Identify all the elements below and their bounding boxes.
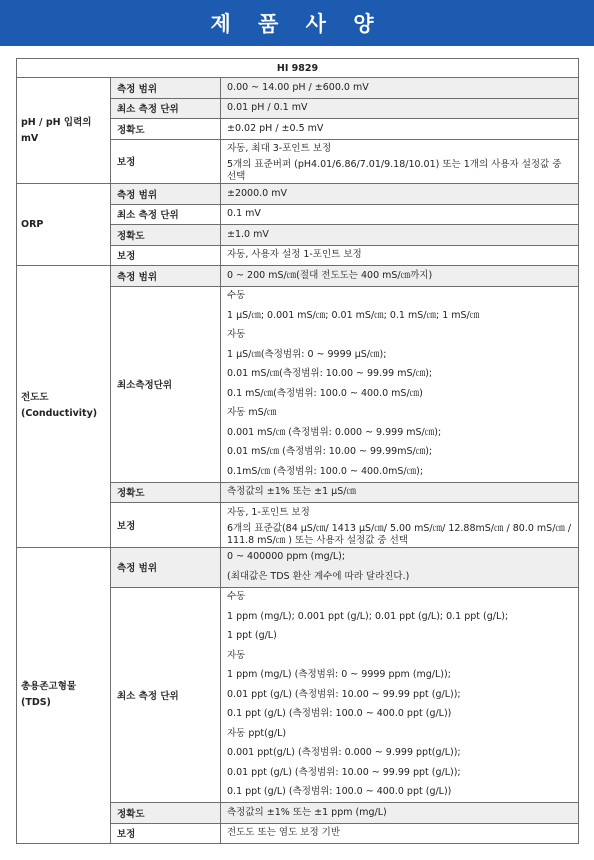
spec-value-line: 0.001 ppt(g/L) (측정범위: 0.000 ~ 9.999 ppt(g/L)); [227, 747, 461, 759]
spec-value [221, 587, 579, 803]
model-header: HI 9829 [17, 59, 579, 78]
spec-value [221, 823, 579, 844]
spec-value-line: 자동, 1-포인트 보정 [227, 506, 310, 518]
spec-value-line: 자동, 최대 3-포인트 보정 [227, 143, 332, 155]
category-cell [17, 266, 111, 548]
spec-label: 측정 범위 [111, 184, 221, 205]
spec-value [221, 245, 579, 266]
table-row [17, 266, 579, 287]
spec-value-line: ±1.0 mV [227, 228, 269, 240]
category-cell [17, 184, 111, 266]
spec-value-line: 자동 ppt(g/L) [227, 727, 287, 739]
spec-value [221, 266, 579, 287]
spec-value-line: 수동 [227, 290, 246, 302]
category-label: (Conductivity) [21, 408, 98, 420]
page-banner [0, 0, 594, 46]
spec-label: 보정 [111, 503, 221, 548]
category-label: (TDS) [21, 697, 51, 709]
spec-value-line: 0.1 ppt (g/L) (측정범위: 100.0 ~ 400.0 ppt (g/L)) [227, 708, 452, 720]
spec-label: 정확도 [111, 225, 221, 246]
category-label: 전도도 [21, 392, 49, 404]
category-cell [17, 547, 111, 844]
spec-value [221, 482, 579, 503]
spec-label: 보정 [111, 823, 221, 844]
spec-value-line: 1 μS/㎝(측정범위: 0 ~ 9999 μS/㎝); [227, 348, 387, 360]
spec-value-line: 자동, 사용자 설정 1-포인트 보정 [227, 249, 362, 261]
spec-label: 보정 [111, 139, 221, 184]
spec-value [221, 803, 579, 824]
spec-value-line: 6개의 표준값(84 μS/㎝/ 1413 μS/㎝/ 5.00 mS/㎝/ 12.88mS/㎝ / 80.0 mS/㎝ / 111.8 mS/㎝ ) 또는 사용자 설정값 중 선택 [227, 522, 572, 546]
spec-value-line: ±0.02 pH / ±0.5 mV [227, 122, 324, 134]
spec-value [221, 98, 579, 119]
banner-title: 제 품 사 양 [210, 12, 384, 36]
spec-label: 보정 [111, 245, 221, 266]
table-header-row [17, 59, 579, 78]
spec-value-line: 0.1 ppt (g/L) (측정범위: 100.0 ~ 400.0 ppt (g/L)) [227, 786, 452, 798]
spec-label: 최소 측정 단위 [111, 587, 221, 803]
table-row [17, 78, 579, 99]
spec-value-line: 5개의 표준버퍼 (pH4.01/6.86/7.01/9.18/10.01) 또는 1개의 사용자 설정값 중 선택 [227, 159, 562, 182]
spec-table [16, 58, 579, 844]
spec-value-line: ±2000.0 mV [227, 187, 287, 199]
spec-value [221, 225, 579, 246]
spec-value-line: 0.01 mS/㎝ (측정범위: 10.00 ~ 99.99mS/㎝); [227, 446, 433, 458]
spec-label: 정확도 [111, 803, 221, 824]
spec-label: 측정 범위 [111, 547, 221, 587]
category-label: ORP [21, 218, 44, 230]
spec-value [221, 78, 579, 99]
spec-label: 정확도 [111, 482, 221, 503]
spec-value-line: 0.01 ppt (g/L) (측정범위: 10.00 ~ 99.99 ppt (g/L)); [227, 688, 461, 700]
spec-value-line: 자동 mS/㎝ [227, 407, 277, 419]
spec-value-line: 0.1 mS/㎝(측정범위: 100.0 ~ 400.0 mS/㎝) [227, 387, 423, 399]
spec-value-line: 수동 [227, 591, 246, 603]
spec-value [221, 204, 579, 225]
spec-value-line: 전도도 또는 염도 보정 기반 [227, 827, 341, 839]
spec-value [221, 139, 579, 184]
table-row [17, 547, 579, 587]
spec-value-line: 0 ~ 400000 ppm (mg/L); [227, 551, 346, 563]
spec-table-body [17, 59, 579, 844]
spec-value-line: 0.01 mS/㎝(측정범위: 10.00 ~ 99.99 mS/㎝); [227, 368, 433, 380]
spec-value [221, 184, 579, 205]
spec-label: 측정 범위 [111, 78, 221, 99]
spec-value [221, 547, 579, 587]
spec-table-wrapper [0, 46, 594, 844]
category-label: pH / pH 입력의 [21, 116, 92, 128]
spec-value-line: 0.01 pH / 0.1 mV [227, 102, 308, 114]
spec-value-line: 1 ppm (mg/L); 0.001 ppt (g/L); 0.01 ppt (g/L); 0.1 ppt (g/L); [227, 610, 509, 622]
spec-label: 최소 측정 단위 [111, 204, 221, 225]
spec-value-line: 0.01 ppt (g/L) (측정범위: 10.00 ~ 99.99 ppt (g/L)); [227, 766, 461, 778]
spec-value-line: 1 μS/㎝; 0.001 mS/㎝; 0.01 mS/㎝; 0.1 mS/㎝; 1 mS/㎝ [227, 309, 480, 321]
spec-value-line: 1 ppt (g/L) [227, 630, 277, 642]
spec-value-line: 0.00 ~ 14.00 pH / ±600.0 mV [227, 81, 369, 93]
spec-label: 최소측정단위 [111, 286, 221, 482]
spec-value [221, 503, 579, 548]
spec-value [221, 286, 579, 482]
spec-label: 측정 범위 [111, 266, 221, 287]
spec-value-line: 1 ppm (mg/L) (측정범위: 0 ~ 9999 ppm (mg/L)); [227, 669, 451, 681]
category-label: 총용존고형물 [21, 681, 77, 693]
spec-value-line: 0.1mS/㎝ (측정범위: 100.0 ~ 400.0mS/㎝); [227, 465, 424, 477]
spec-value [221, 119, 579, 140]
spec-value-line: 0.1 mV [227, 208, 261, 220]
spec-value-line: 측정값의 ±1% 또는 ±1 ppm (mg/L) [227, 806, 387, 818]
spec-value-line: 자동 [227, 329, 246, 341]
spec-value-line: 측정값의 ±1% 또는 ±1 μS/㎝ [227, 486, 356, 498]
spec-label: 최소 측정 단위 [111, 98, 221, 119]
spec-label: 정확도 [111, 119, 221, 140]
spec-value-line: 0.001 mS/㎝ (측정범위: 0.000 ~ 9.999 mS/㎝); [227, 426, 442, 438]
spec-value-line: (최대값은 TDS 환산 계수에 따라 달라진다.) [227, 570, 410, 582]
spec-value-line: 0 ~ 200 mS/㎝(절대 전도도는 400 mS/㎝까지) [227, 269, 433, 281]
category-cell [17, 78, 111, 184]
category-label: mV [21, 132, 39, 144]
table-row [17, 184, 579, 205]
spec-value-line: 자동 [227, 649, 246, 661]
